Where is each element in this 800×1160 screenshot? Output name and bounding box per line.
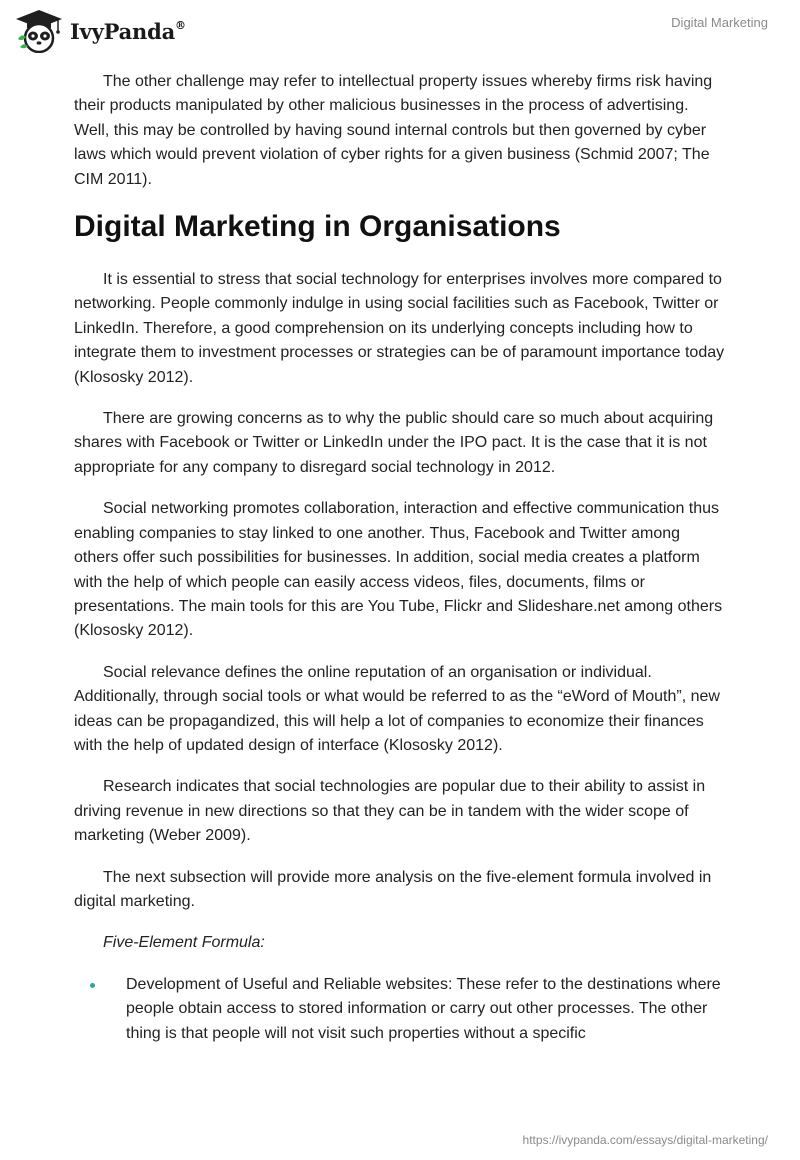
body-paragraph: Social networking promotes collaboration, interaction and effective communication thus enabling companies to stay linked to one another. Thus, Facebook and Twitter among others offer such possibilities for businesses. In addition, social media creates a platform with the help of which people can easily access videos, files, documents, films or presentations. The main tools for this are You Tube, Flickr and Slideshare.net among others (Klososky 2012). xyxy=(74,500,723,640)
bullet-list xyxy=(74,973,728,1046)
body-paragraph: Research indicates that social technologies are popular due to their ability to assist in driving revenue in new directions so that they can be in tandem with the wider scope of marketing (Weber 2009). xyxy=(74,778,706,845)
article-body xyxy=(74,70,728,1046)
list-item-text: Development of Useful and Reliable websites: These refer to the destinations where people obtain access to stored information or carry out other processes. The other thing is that people will not visit such properties without a specific xyxy=(126,975,721,1042)
document-title: Digital Marketing xyxy=(671,15,768,30)
subsection-heading: Five-Element Formula: xyxy=(103,934,265,952)
section-heading: Digital Marketing in Organisations xyxy=(74,210,561,244)
body-paragraph: There are growing concerns as to why the public should care so much about acquiring shares with Facebook or Twitter or LinkedIn under the IPO pact. It is the case that it is not appropriate for any company to disregard social technology in 2012. xyxy=(74,410,714,476)
body-paragraph: Social relevance defines the online reputation of an organisation or individual. Additionally, through social tools or what would be referred to as the “eWord of Mouth”, new ideas can be propagandized, this will help a lot of companies to economize their finances with the help of updated design of interface (Klososky 2012). xyxy=(74,663,720,754)
page-header xyxy=(0,0,800,62)
source-url[interactable]: https://ivypanda.com/essays/digital-marketing/ xyxy=(522,1133,768,1147)
list-item xyxy=(74,973,728,1046)
bullet-icon xyxy=(90,983,95,988)
body-paragraph: The next subsection will provide more analysis on the five-element formula involved in digital marketing. xyxy=(74,868,712,910)
body-paragraph: The other challenge may refer to intellectual property issues whereby firms risk having their products manipulated by other malicious businesses in the process of advertising. Well, this may be controlled by having sound internal controls but then governed by cyber laws which would prevent violation of cyber rights for a given business (Schmid 2007; The CIM 2011). xyxy=(74,73,713,188)
panda-graduate-icon xyxy=(14,9,64,53)
ivypanda-logo[interactable] xyxy=(14,9,186,53)
logo-wordmark: IvyPanda® xyxy=(70,18,186,44)
body-paragraph: It is essential to stress that social technology for enterprises involves more compared to networking. People commonly indulge in using social facilities such as Facebook, Twitter or LinkedIn. Therefore, a good comprehension on its underlying concepts including how to integrate them to investment processes or strategies can be of paramount importance today (Klososky 2012). xyxy=(74,271,725,386)
